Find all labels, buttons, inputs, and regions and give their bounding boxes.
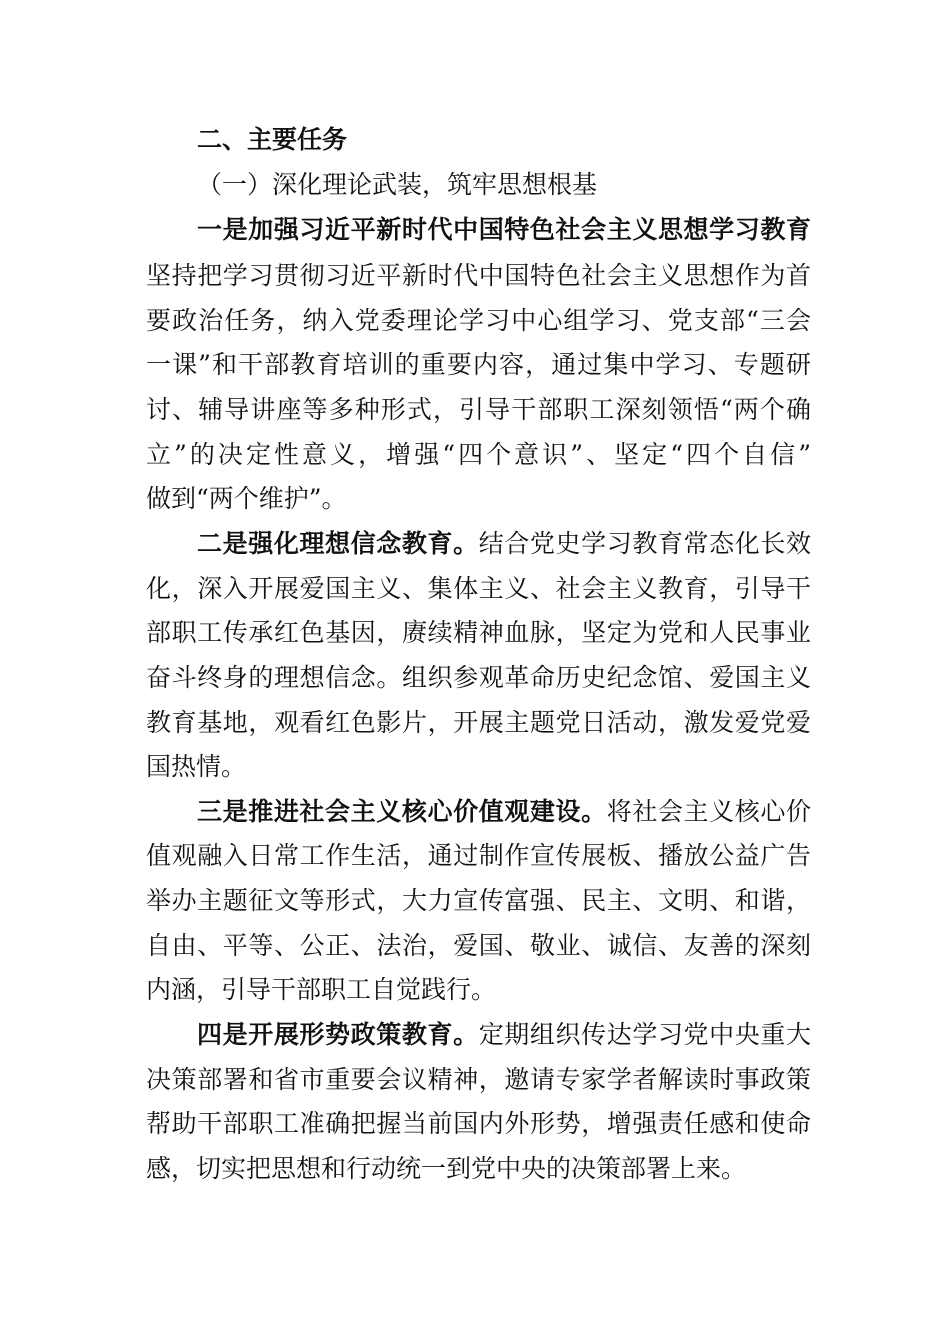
paragraph-1-lead: 一是加强习近平新时代中国特色社会主义思想学习教育 xyxy=(197,215,811,244)
paragraph-2-line-1: 化，深入开展爱国主义、集体主义、社会主义教育，引导干 xyxy=(146,574,811,603)
paragraph-2-line-5: 国热情。 xyxy=(146,752,247,781)
paragraph-3-line-4: 内涵，引导干部职工自觉践行。 xyxy=(146,975,497,1004)
paragraph-1-line-2: 要政治任务，纳入党委理论学习中心组学习、党支部“三会 xyxy=(146,306,811,335)
paragraph-1-line-3: 一课”和干部教育培训的重要内容，通过集中学习、专题研 xyxy=(146,350,811,379)
paragraph-1-line-4: 讨、辅导讲座等多种形式，引导干部职工深刻领悟“两个确 xyxy=(146,395,811,424)
paragraph-3-line-2: 举办主题征文等形式，大力宣传富强、民主、文明、和谐， xyxy=(146,886,811,915)
paragraph-2-first-line xyxy=(197,522,811,566)
paragraph-4-line-3: 感，切实把思想和行动统一到党中央的决策部署上来。 xyxy=(146,1154,747,1183)
paragraph-4-line-1: 决策部署和省市重要会议精神，邀请专家学者解读时事政策 xyxy=(146,1065,811,1094)
paragraph-4-first-line xyxy=(197,1013,811,1057)
paragraph-4-line-2: 帮助干部职工准确把握当前国内外形势，增强责任感和使命 xyxy=(146,1109,811,1138)
paragraph-2-lead: 二是强化理想信念教育。 xyxy=(197,529,479,558)
subsection-heading: （一）深化理论武装，筑牢思想根基 xyxy=(197,170,598,199)
paragraph-2-line-3: 奋斗终身的理想信念。组织参观革命历史纪念馆、爱国主义 xyxy=(146,663,811,692)
section-heading: 二、主要任务 xyxy=(197,125,348,154)
paragraph-1-line-1: 坚持把学习贯彻习近平新时代中国特色社会主义思想作为首 xyxy=(146,261,811,290)
paragraph-3-first-rest: 将社会主义核心价 xyxy=(606,797,811,826)
paragraph-3-lead: 三是推进社会主义核心价值观建设。 xyxy=(197,797,607,826)
paragraph-2-line-4: 教育基地，观看红色影片，开展主题党日活动，激发爱党爱 xyxy=(146,708,811,737)
paragraph-3-line-3: 自由、平等、公正、法治，爱国、敬业、诚信、友善的深刻 xyxy=(146,931,811,960)
paragraph-3-first-line xyxy=(197,790,811,834)
paragraph-2-line-2: 部职工传承红色基因，赓续精神血脉，坚定为党和人民事业 xyxy=(146,618,811,647)
paragraph-4-lead: 四是开展形势政策教育。 xyxy=(197,1020,479,1049)
paragraph-4-first-rest: 定期组织传达学习党中央重大 xyxy=(478,1020,811,1049)
paragraph-2-first-rest: 结合党史学习教育常态化长效 xyxy=(478,529,811,558)
paragraph-1-line-6: 做到“两个维护”。 xyxy=(146,484,347,513)
paragraph-3-line-1: 值观融入日常工作生活，通过制作宣传展板、播放公益广告 xyxy=(146,841,811,870)
paragraph-1-line-5: 立”的决定性意义，增强“四个意识”、坚定“四个自信” xyxy=(146,440,811,469)
